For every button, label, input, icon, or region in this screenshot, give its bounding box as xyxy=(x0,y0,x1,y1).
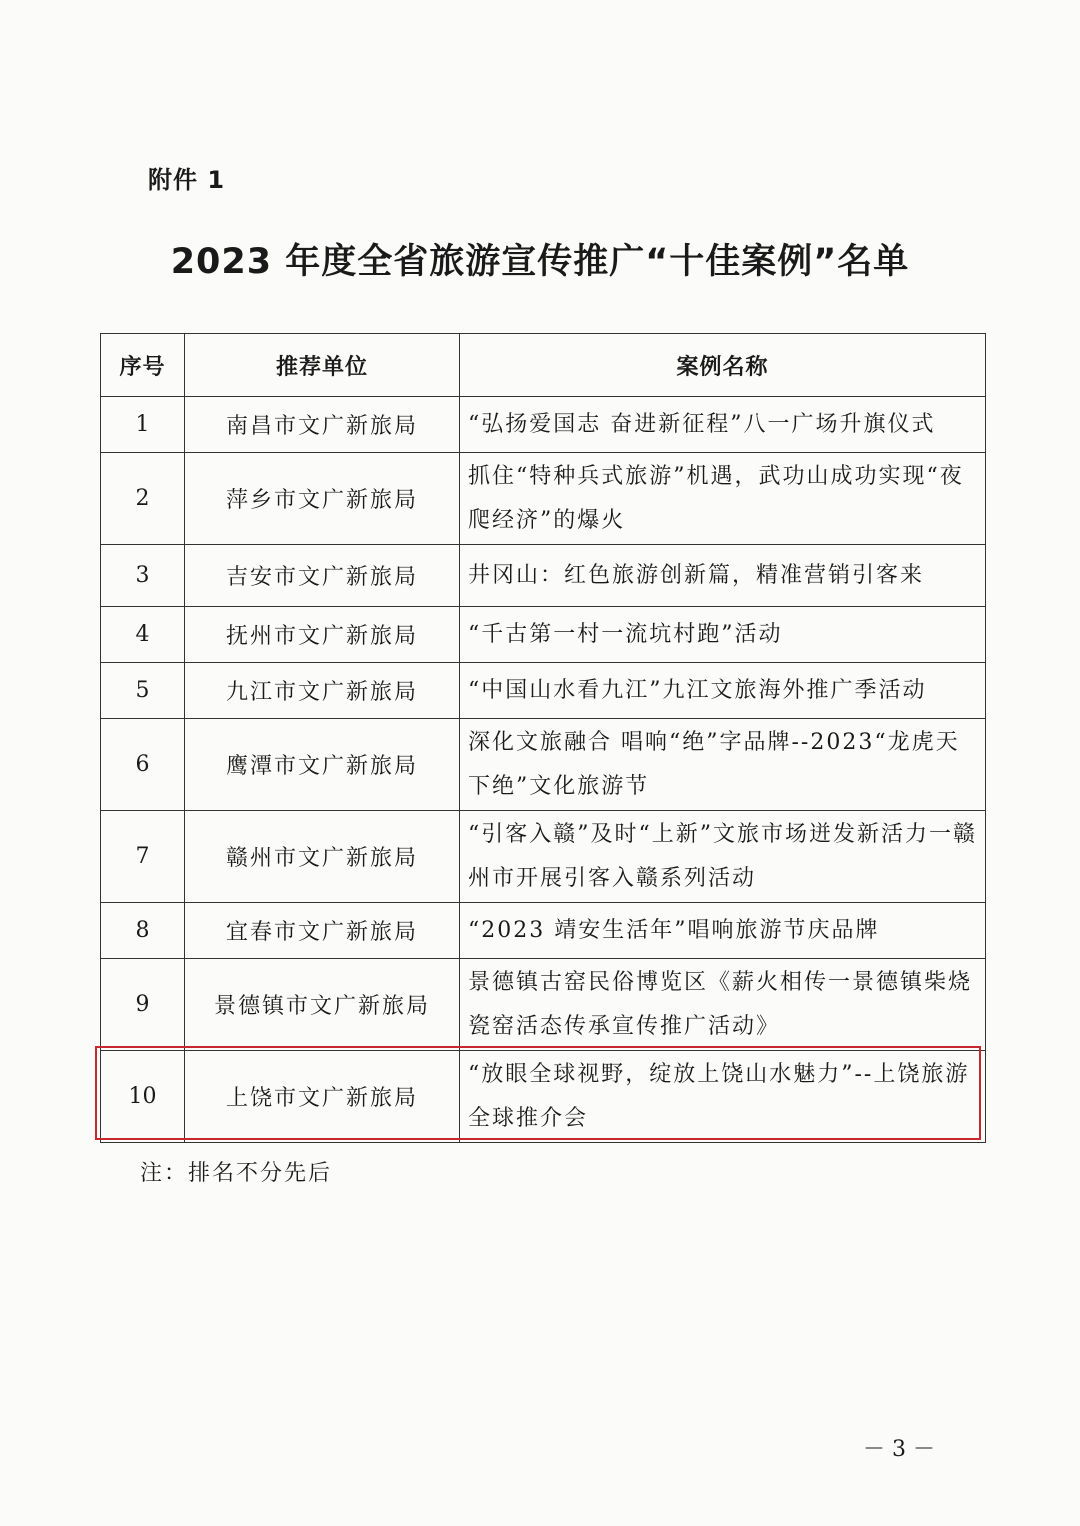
row-unit: 上饶市文广新旅局 xyxy=(185,1051,460,1143)
page-number: － 3 － xyxy=(863,1437,935,1462)
row-case: “中国山水看九江”九江文旅海外推广季活动 xyxy=(460,663,986,719)
header-no: 序号 xyxy=(101,334,185,397)
row-unit: 鹰潭市文广新旅局 xyxy=(185,719,460,811)
row-case: “引客入赣”及时“上新”文旅市场迸发新活力一赣州市开展引客入赣系列活动 xyxy=(460,811,986,903)
row-no: 3 xyxy=(101,545,185,607)
row-unit: 南昌市文广新旅局 xyxy=(185,397,460,453)
table-header-row xyxy=(101,334,986,397)
footnote: 注：排名不分先后 xyxy=(140,1161,333,1186)
row-case: 抓住“特种兵式旅游”机遇，武功山成功实现“夜爬经济”的爆火 xyxy=(460,453,986,545)
row-no: 5 xyxy=(101,663,185,719)
row-no: 4 xyxy=(101,607,185,663)
page-number-wrap xyxy=(0,1432,1080,1463)
table-row-highlighted xyxy=(101,1051,986,1143)
row-unit: 景德镇市文广新旅局 xyxy=(185,959,460,1051)
row-case: “千古第一村一流坑村跑”活动 xyxy=(460,607,986,663)
row-unit: 抚州市文广新旅局 xyxy=(185,607,460,663)
table-row xyxy=(101,903,986,959)
table-row xyxy=(101,719,986,811)
row-unit: 宜春市文广新旅局 xyxy=(185,903,460,959)
table-row xyxy=(101,397,986,453)
table-row xyxy=(101,959,986,1051)
row-case: “放眼全球视野，绽放上饶山水魅力”--上饶旅游全球推介会 xyxy=(460,1051,986,1143)
row-case: 深化文旅融合 唱响“绝”字品牌--2023“龙虎天下绝”文化旅游节 xyxy=(460,719,986,811)
row-case: “2023 靖安生活年”唱响旅游节庆品牌 xyxy=(460,903,986,959)
table-row xyxy=(101,663,986,719)
row-unit: 萍乡市文广新旅局 xyxy=(185,453,460,545)
row-no: 2 xyxy=(101,453,185,545)
row-no: 10 xyxy=(101,1051,185,1143)
table-row xyxy=(101,545,986,607)
row-unit: 赣州市文广新旅局 xyxy=(185,811,460,903)
row-unit: 吉安市文广新旅局 xyxy=(185,545,460,607)
row-case: 井冈山：红色旅游创新篇，精准营销引客来 xyxy=(460,545,986,607)
header-case: 案例名称 xyxy=(460,334,986,397)
row-unit: 九江市文广新旅局 xyxy=(185,663,460,719)
table-row xyxy=(101,453,986,545)
cases-table xyxy=(100,333,986,1143)
attachment-label: 附件 1 xyxy=(148,166,226,194)
table-row xyxy=(101,607,986,663)
row-no: 6 xyxy=(101,719,185,811)
document-title: 2023 年度全省旅游宣传推广“十佳案例”名单 xyxy=(170,242,910,282)
header-unit: 推荐单位 xyxy=(185,334,460,397)
row-no: 7 xyxy=(101,811,185,903)
row-case: 景德镇古窑民俗博览区《薪火相传一景德镇柴烧瓷窑活态传承宣传推广活动》 xyxy=(460,959,986,1051)
row-no: 1 xyxy=(101,397,185,453)
row-no: 8 xyxy=(101,903,185,959)
row-no: 9 xyxy=(101,959,185,1051)
table-row xyxy=(101,811,986,903)
row-case: “弘扬爱国志 奋进新征程”八一广场升旗仪式 xyxy=(460,397,986,453)
